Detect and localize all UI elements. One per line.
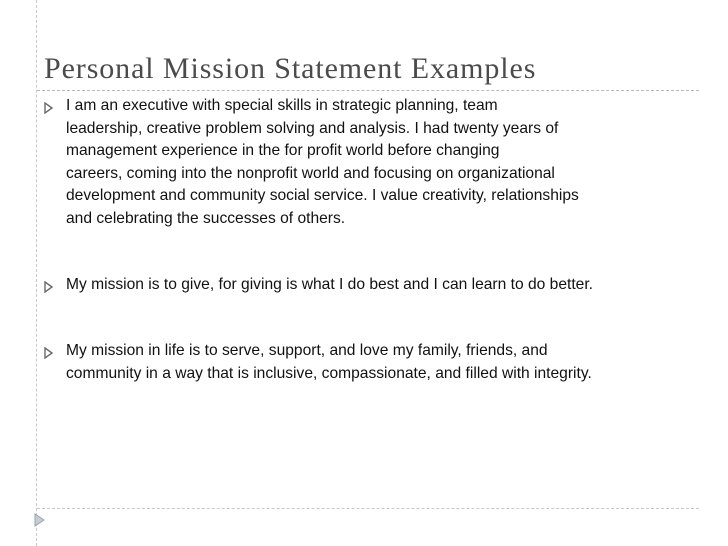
triangle-right-icon	[44, 102, 54, 114]
bullet-line: I am an executive with special skills in strategic planning, team	[66, 97, 498, 114]
bullet-line: My mission in life is to serve, support, and love my family, friends, and	[66, 342, 548, 359]
triangle-right-icon	[44, 347, 54, 359]
bullet-line: leadership, creative problem solving and analysis. I had twenty years of	[66, 119, 559, 137]
bullet-text	[66, 274, 706, 297]
bullet-line: development and community social service. I value creativity, relationships	[66, 187, 579, 204]
bullet-line: management experience in the for profit world before changing	[66, 142, 500, 159]
bottom-divider	[37, 508, 699, 509]
slide-title: Personal Mission Statement Examples	[44, 52, 537, 85]
triangle-right-icon	[44, 281, 54, 293]
bullet-line: My mission is to give, for giving is what I do best and I can learn to do better.	[66, 276, 593, 293]
bullet-line: careers, coming into the nonprofit world and focusing on organizational	[66, 164, 555, 182]
bullet-text	[66, 95, 706, 230]
bullet-line: and celebrating the successes of others.	[66, 209, 346, 227]
bullet-text	[66, 340, 706, 385]
left-border-rule	[36, 0, 37, 546]
bullet-line: community in a way that is inclusive, compassionate, and filled with integrity.	[66, 364, 592, 382]
title-divider	[37, 90, 699, 91]
chevron-arrow-icon	[34, 513, 46, 527]
